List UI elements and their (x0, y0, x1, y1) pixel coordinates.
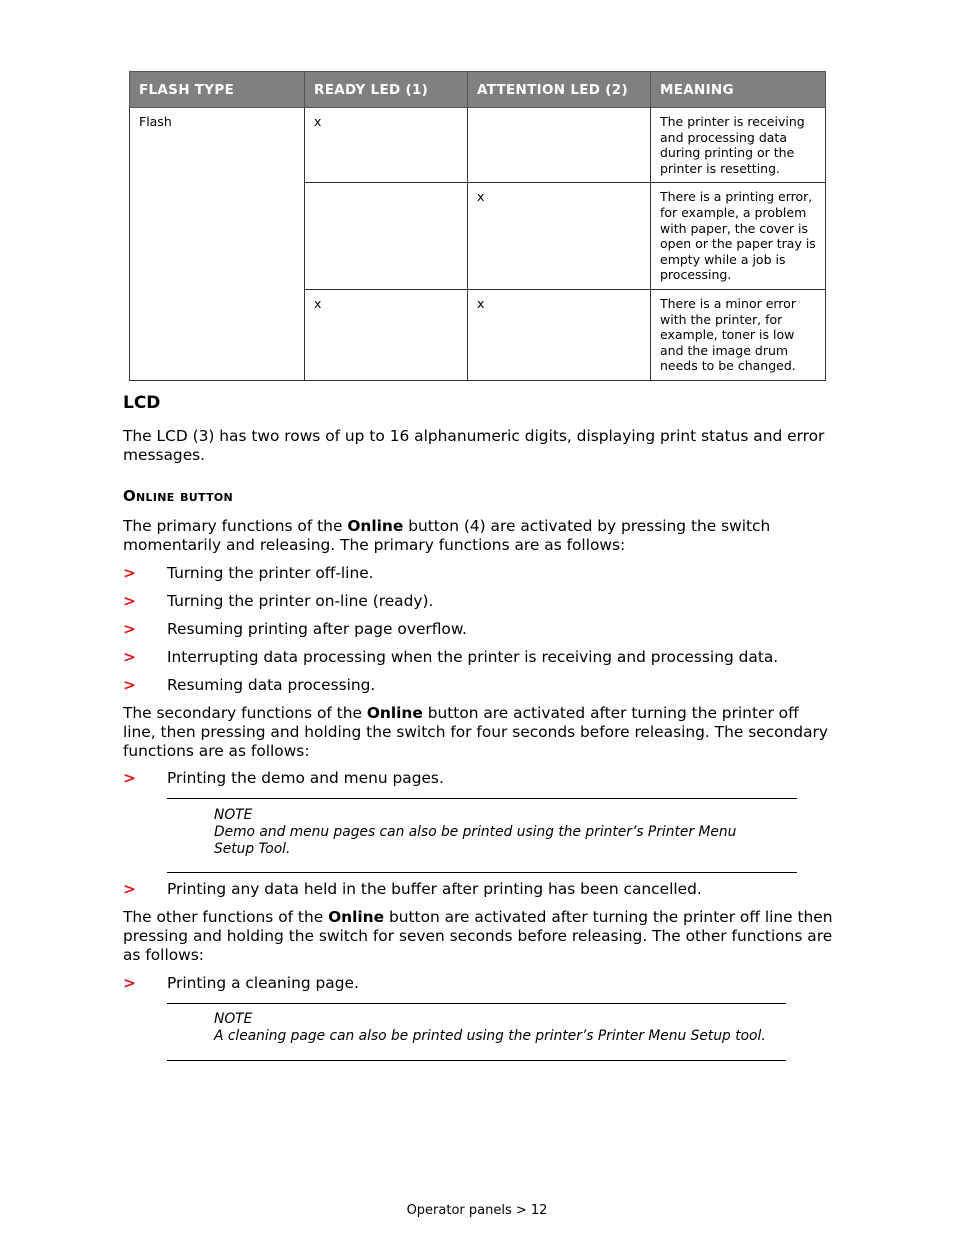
page-footer: Operator panels > 12 (406, 1203, 548, 1218)
lcd-heading: LCD (123, 393, 161, 413)
col-header-meaning: MEANING (651, 72, 826, 108)
attention-cell: x (468, 183, 651, 290)
bullet-arrow-icon: > (123, 676, 136, 694)
note-divider-bottom (167, 1060, 786, 1061)
other-intro-paragraph: The other functions of the Online button are activated after turning the printer off line then pressing and holding the switch for seven seconds before releasing. The other functions are as follows: (123, 908, 833, 964)
online-bold: Online (328, 908, 385, 926)
bullet-arrow-icon: > (123, 974, 136, 992)
online-button-heading: Online button (123, 487, 234, 505)
online-bold: Online (366, 704, 423, 722)
ready-cell: x (305, 289, 468, 380)
lcd-paragraph: The LCD (3) has two rows of up to 16 alphanumeric digits, displaying print status and error messages. (123, 427, 825, 464)
note-text: A cleaning page can also be printed using the printer’s Printer Menu Setup tool. (214, 1028, 766, 1044)
led-flash-table (129, 71, 826, 381)
note-divider-top (167, 1003, 786, 1004)
bullet-arrow-icon: > (123, 648, 136, 666)
table-header-row (130, 72, 826, 108)
table-row (130, 108, 826, 183)
meaning-cell: There is a printing error, for example, a problem with paper, the cover is open or the paper tray is empty while a job is processing. (651, 183, 826, 290)
attention-cell (468, 108, 651, 183)
bullet-arrow-icon: > (123, 592, 136, 610)
col-header-flash-type: FLASH TYPE (130, 72, 305, 108)
flash-type-cell: Flash (130, 108, 305, 381)
note-box (214, 807, 736, 858)
note-label: NOTE (214, 807, 253, 823)
bullet-arrow-icon: > (123, 564, 136, 582)
online-bold: Online (347, 517, 404, 535)
bullet-arrow-icon: > (123, 769, 136, 787)
bullet-arrow-icon: > (123, 880, 136, 898)
meaning-cell: The printer is receiving and processing data during printing or the printer is resetting. (651, 108, 826, 183)
note-divider-bottom (167, 872, 797, 873)
ready-cell (305, 183, 468, 290)
col-header-ready-led: READY LED (1) (305, 72, 468, 108)
note-text: Demo and menu pages can also be printed using the printer’s Printer Menu Setup Tool. (214, 824, 737, 857)
attention-cell: x (468, 289, 651, 380)
meaning-cell: There is a minor error with the printer, for example, toner is low and the image drum needs to be changed. (651, 289, 826, 380)
ready-cell: x (305, 108, 468, 183)
primary-intro-paragraph: The primary functions of the Online button (4) are activated by pressing the switch momentarily and releasing. The primary functions are as follows: (123, 517, 771, 554)
note-divider-top (167, 798, 797, 799)
bullet-arrow-icon: > (123, 620, 136, 638)
note-label: NOTE (214, 1011, 253, 1027)
secondary-intro-paragraph: The secondary functions of the Online button are activated after turning the printer off line, then pressing and holding the switch for four seconds before releasing. The secondary functions are as follows: (123, 704, 828, 760)
note-box (214, 1011, 766, 1045)
col-header-attention-led: ATTENTION LED (2) (468, 72, 651, 108)
